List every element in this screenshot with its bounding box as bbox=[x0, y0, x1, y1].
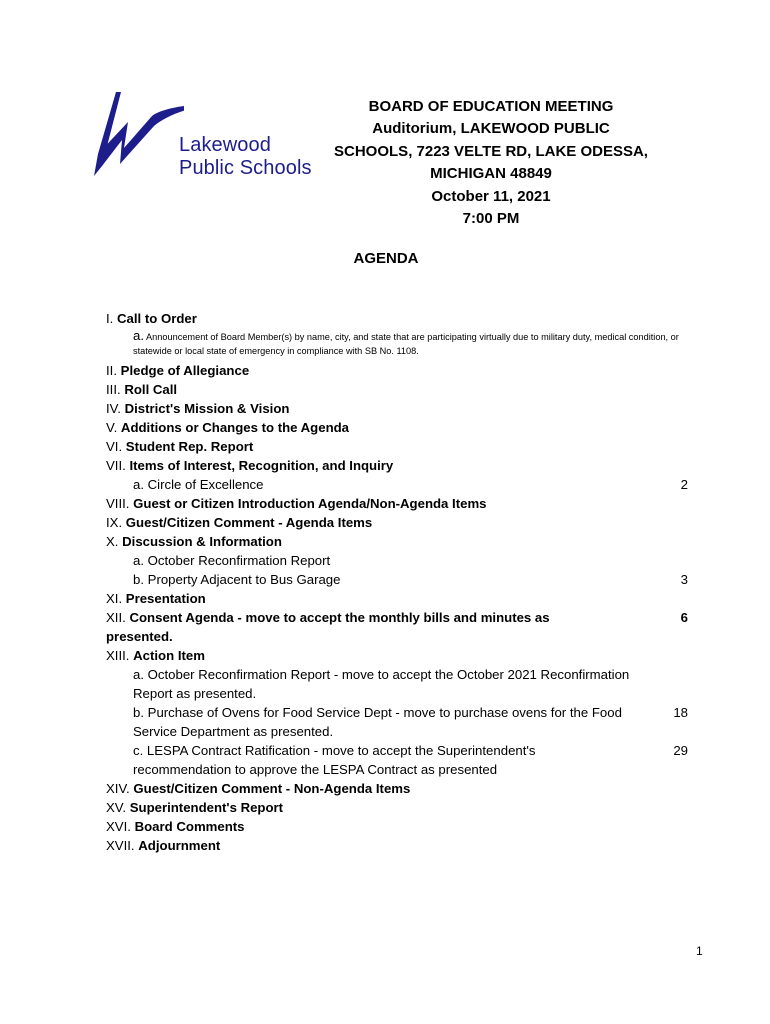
item-label: Board Comments bbox=[134, 819, 245, 834]
item-label: Student Rep. Report bbox=[125, 439, 254, 454]
agenda-subitem bbox=[106, 741, 690, 779]
item-number: XVI. bbox=[106, 819, 131, 834]
agenda-subitem bbox=[106, 703, 690, 741]
page-reference: 3 bbox=[680, 572, 688, 587]
item-label: Roll Call bbox=[124, 382, 178, 397]
agenda-item bbox=[106, 589, 690, 608]
item-number: V. bbox=[106, 420, 118, 435]
item-label: Guest/Citizen Comment - Non-Agenda Items bbox=[133, 781, 411, 796]
item-number: XVII. bbox=[106, 838, 135, 853]
agenda-item bbox=[106, 532, 690, 551]
agenda-item bbox=[106, 456, 690, 475]
page-reference: 2 bbox=[680, 477, 688, 492]
agenda-item bbox=[106, 399, 690, 418]
subitem-text: b. Property Adjacent to Bus Garage bbox=[133, 572, 341, 587]
page-number: 1 bbox=[696, 944, 703, 958]
item-label: Items of Interest, Recognition, and Inquiry bbox=[129, 458, 394, 473]
item-label: Presentation bbox=[125, 591, 206, 606]
item-number: III. bbox=[106, 382, 121, 397]
header-line: Auditorium, LAKEWOOD PUBLIC bbox=[372, 120, 610, 138]
item-number: VIII. bbox=[106, 496, 130, 511]
agenda-item bbox=[106, 361, 690, 380]
item-label: Additions or Changes to the Agenda bbox=[120, 420, 350, 435]
subitem-text: a. October Reconfirmation Report bbox=[133, 553, 331, 568]
header-line: October 11, 2021 bbox=[431, 187, 551, 205]
page-reference: 18 bbox=[673, 705, 688, 720]
item-label: Pledge of Allegiance bbox=[120, 363, 250, 378]
item-label: Guest or Citizen Introduction Agenda/Non-Agenda Items bbox=[133, 496, 487, 511]
item-label: Superintendent's Report bbox=[129, 800, 284, 815]
subitem-text: c. LESPA Contract Ratification - move to accept the Superintendent's recommendation to approve the LESPA Contract as presented bbox=[133, 743, 536, 777]
logo-line-2: Public Schools bbox=[179, 157, 312, 179]
lakewood-logo bbox=[94, 90, 316, 182]
item-label: Call to Order bbox=[117, 311, 197, 326]
page-reference: 29 bbox=[673, 743, 688, 758]
agenda-item bbox=[106, 646, 690, 665]
agenda-item bbox=[106, 817, 690, 836]
agenda-subitem bbox=[106, 475, 690, 494]
item-label: Action Item bbox=[133, 648, 205, 663]
subitem-text: b. Purchase of Ovens for Food Service Dept - move to purchase ovens for the Food Service Department as presented. bbox=[133, 705, 622, 739]
agenda-subitem bbox=[106, 570, 690, 589]
subitem-note-text: Announcement of Board Member(s) by name, city, and state that are participating virtually due to military duty, medical condition, or statewide or local state of emergency in compliance with SB No. 1108. bbox=[133, 332, 679, 356]
item-number: XV. bbox=[106, 800, 127, 815]
logo-line-1: Lakewood bbox=[179, 134, 271, 156]
item-label: District's Mission & Vision bbox=[124, 401, 290, 416]
agenda-item bbox=[106, 494, 690, 513]
item-label: Adjournment bbox=[138, 838, 221, 853]
agenda-item bbox=[106, 418, 690, 437]
item-label: Guest/Citizen Comment - Agenda Items bbox=[125, 515, 373, 530]
header-line: SCHOOLS, 7223 VELTE RD, LAKE ODESSA, bbox=[334, 142, 648, 160]
agenda-item bbox=[106, 798, 690, 817]
item-number: IV. bbox=[106, 401, 121, 416]
agenda-subitem bbox=[106, 551, 690, 570]
item-number: I. bbox=[106, 311, 114, 326]
item-number: XIII. bbox=[106, 648, 130, 663]
item-label: Consent Agenda - move to accept the monthly bills and minutes as presented. bbox=[106, 610, 550, 644]
agenda-item bbox=[106, 836, 690, 855]
header-line: BOARD OF EDUCATION MEETING bbox=[368, 98, 614, 115]
agenda-item bbox=[106, 380, 690, 399]
item-number: VII. bbox=[106, 458, 126, 473]
item-number: XIV. bbox=[106, 781, 130, 796]
page-reference: 6 bbox=[680, 610, 688, 625]
item-number: II. bbox=[106, 363, 117, 378]
header-line: MICHIGAN 48849 bbox=[430, 165, 552, 183]
item-number: XI. bbox=[106, 591, 123, 606]
item-number: X. bbox=[106, 534, 119, 549]
subitem-text: a. Circle of Excellence bbox=[133, 477, 264, 492]
subitem-text: a. October Reconfirmation Report - move to accept the October 2021 Reconfirmation Report as presented. bbox=[133, 667, 630, 701]
item-label: Discussion & Information bbox=[122, 534, 282, 549]
agenda-item bbox=[106, 309, 690, 328]
item-number: IX. bbox=[106, 515, 123, 530]
agenda-item bbox=[106, 513, 690, 532]
header-line: 7:00 PM bbox=[462, 210, 520, 228]
lw-mark-icon bbox=[94, 90, 184, 182]
item-number: VI. bbox=[106, 439, 123, 454]
agenda-title: AGENDA bbox=[353, 250, 419, 267]
agenda-subitem-note bbox=[106, 329, 690, 358]
agenda-subitem bbox=[106, 665, 690, 703]
agenda-item bbox=[106, 608, 690, 646]
agenda-item bbox=[106, 779, 690, 798]
agenda-item bbox=[106, 437, 690, 456]
agenda-list bbox=[106, 309, 690, 855]
subitem-marker: a. bbox=[133, 328, 144, 343]
item-number: XII. bbox=[106, 610, 126, 625]
meeting-header bbox=[330, 96, 652, 230]
